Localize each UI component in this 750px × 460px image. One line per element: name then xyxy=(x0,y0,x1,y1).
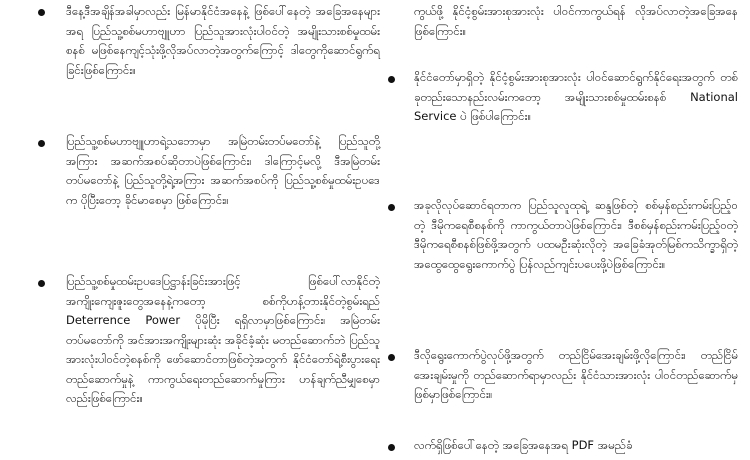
bullet-item xyxy=(388,196,738,274)
paragraph-text: ဒီလိုရွေးကောက်ပွဲလုပ်ဖို့အတွက် တည်ငြိမ်အေးချမ်းဖို့လိုကြောင်း၊ တည်ငြိမ်အေးချမ်းမှုကို တည်ဆောက်ရာမှာလည်း နိုင်ငံသားအားလုံး ပါဝင်တည်ဆောက်မှ ဖြစ်မှာဖြစ်ကြောင်း။ xyxy=(414,348,738,401)
bullet-icon xyxy=(388,204,395,211)
paragraph-text: ပြည်သူ့စစ်မှုထမ်းဥပဒေပြဋ္ဌာန်းခြင်းအားဖြင့် ဖြစ်ပေါ်လာနိုင်တဲ့ အကျိုးကျေးဇူးတွေအနေနဲ့ကတော့ စစ်ကိုဟန့်တားနိုင်တဲ့စွမ်းရည် Deterrence Power ပိုမိုပြီး ရရှိလာမှာဖြစ်ကြောင်း၊ အမြဲတမ်းတပ်မတော်ကို အင်အားအကျိုးများဆုံး အခိုင်ခံ့ဆုံး မတည်ဆောက်ဘဲ ပြည်သူအားလုံးပါဝင်တဲ့စနစ်ကို ဖော်ဆောင်တာဖြစ်တဲ့အတွက် နိုင်ငံတော်ရဲ့စီးပွားရေးတည်ဆောက်မှုနဲ့ ကာကွယ်ရေးတည်ဆောက်မှုကြား ဟန်ချက်ညီမျှစေမှာလည်းဖြစ်ကြောင်း။ xyxy=(66,274,380,405)
bullet-item xyxy=(38,2,380,80)
bullet-item xyxy=(388,346,738,405)
bullet-item xyxy=(38,132,380,210)
paragraph-text: ပြည်သူ့စစ်မဟာဗျူဟာရဲ့သဘောမှာ အမြဲတမ်းတပ်မတော်နဲ့ ပြည်သူတို့အကြား အဆက်အစပ်ဆိုတာပဲဖြစ်ကြောင်း၊ ဒါကြောင့်မလို့ ဒီအမြဲတမ်းတပ်မတော်နဲ့ ပြည်သူတို့ရဲ့အကြား အဆက်အစပ်ကို ပြည်သူ့စစ်မှုထမ်းဥပဒေက ပိုပြီးတော့ ခိုင်မာစေမှာ ဖြစ်ကြောင်း။ xyxy=(66,134,380,207)
paragraph-text: အခုလိုလုပ်ဆောင်ရတာက ပြည်သူလူထုရဲ့ ဆန္ဒဖြစ်တဲ့ စစ်မှန်စည်းကမ်းပြည့်ဝတဲ့ ဒီမိုကရေစီစနစ်ကို ကာကွယ်တာပဲဖြစ်ကြောင်း၊ ဒီစစ်မှန်စည်းကမ်းပြည့်ဝတဲ့ ဒီမိုကရေစီစနစ်ဖြစ်ဖို့အတွက် ပထမဦးဆုံးလိုတဲ့ အခြေခံအုတ်မြစ်ကသိက္ခာရှိတဲ့ အထွေထွေရွေးကောက်ပွဲ ပြန်လည်ကျင်းပပေးဖို့ပဲဖြစ်ကြောင်း။ xyxy=(414,198,738,271)
paragraph-text: ကွယ်ဖို့ နိုင်ငံ့စွမ်းအားစုအားလုံး ပါဝင်ကာကွယ်ရန် လိုအပ်လာတဲ့အခြေအနေဖြစ်ကြောင်း။ xyxy=(414,4,738,38)
bullet-item xyxy=(388,436,738,456)
bullet-icon xyxy=(38,140,45,147)
bullet-icon xyxy=(388,354,395,361)
bullet-icon xyxy=(38,9,45,16)
bullet-item xyxy=(388,68,738,127)
paragraph-text: ဒီနေ့ဒီအချိန်အခါမှာလည်း မြန်မာနိုင်ငံအနေနဲ့ ဖြစ်ပေါ်နေတဲ့ အခြေအနေများအရ ပြည်သူ့စစ်မဟာဗျူဟာ ပြည်သူအားလုံးပါဝင်တဲ့ အမျိုးသားစစ်မှုထမ်းစနစ် မဖြစ်နေကျင့်သုံးဖို့လိုအပ်လာတဲ့အတွက်ကြောင့် ဒါတွေကိုဆောင်ရွက်ရခြင်းဖြစ်ကြောင်း။ xyxy=(66,4,380,77)
paragraph-text: နိုင်ငံတော်မှာရှိတဲ့ နိုင်ငံ့စွမ်းအားစုအားလုံး ပါဝင်ဆောင်ရွက်နိုင်ရေးအတွက် တစ်ခုတည်းသောနည်းလမ်းကတော့ အမျိုးသားစစ်မှုထမ်းစနစ် National Service ပဲ ဖြစ်ပါကြောင်း။ xyxy=(414,70,738,123)
continued-paragraph xyxy=(388,2,738,41)
bullet-icon xyxy=(38,280,45,287)
bullet-item xyxy=(38,272,380,409)
bullet-icon xyxy=(388,444,395,451)
paragraph-text: လက်ရှိဖြစ်ပေါ်နေတဲ့ အခြေအနေအရ PDF အမည်ခံ xyxy=(414,438,633,452)
bullet-icon xyxy=(388,76,395,83)
